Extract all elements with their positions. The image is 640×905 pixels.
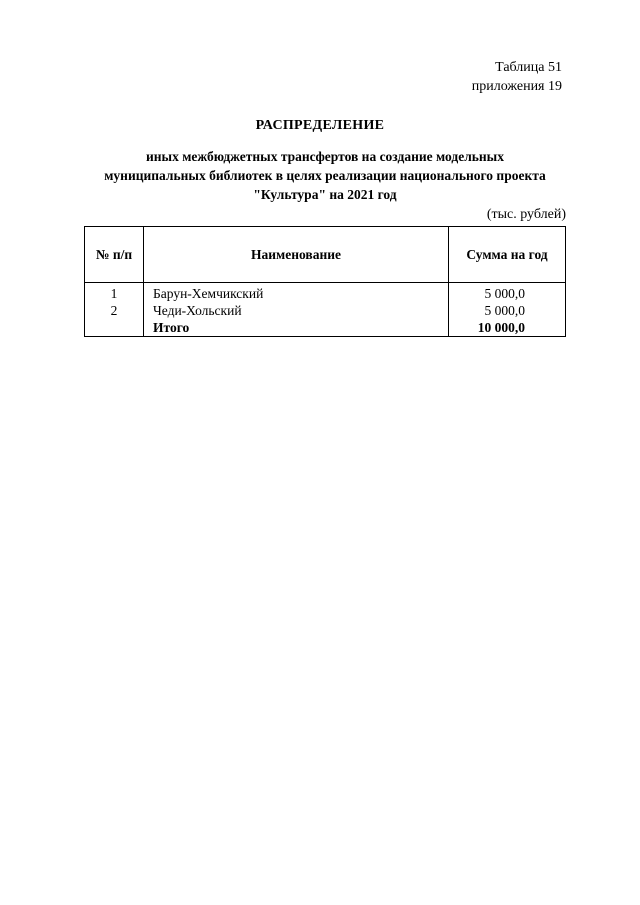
table-header-row — [85, 227, 566, 283]
table-row — [85, 302, 566, 319]
total-sum: 10 000,0 — [449, 319, 566, 337]
row-sum: 5 000,0 — [449, 302, 566, 319]
column-header-number: № п/п — [85, 227, 144, 283]
column-header-name: Наименование — [144, 227, 449, 283]
table-row — [85, 283, 566, 303]
row-name: Барун-Хемчикский — [144, 283, 449, 303]
column-header-sum: Сумма на год — [449, 227, 566, 283]
row-number: 2 — [85, 302, 144, 319]
document-subtitle — [60, 147, 590, 204]
subtitle-line-3: "Культура" на 2021 год — [253, 187, 397, 202]
table-reference: Таблица 51 — [495, 60, 562, 75]
units-label: (тыс. рублей) — [486, 207, 566, 222]
total-row — [85, 319, 566, 337]
row-number: 1 — [85, 283, 144, 303]
appendix-reference: приложения 19 — [471, 79, 562, 94]
document-title: РАСПРЕДЕЛЕНИЕ — [255, 118, 385, 133]
row-sum: 5 000,0 — [449, 283, 566, 303]
document-header — [472, 58, 562, 96]
total-number — [85, 319, 144, 337]
total-label: Итого — [144, 319, 449, 337]
subtitle-line-1: иных межбюджетных трансфертов на создание модельных — [146, 149, 504, 164]
row-name: Чеди-Хольский — [144, 302, 449, 319]
allocation-table — [84, 226, 566, 337]
subtitle-line-2: муниципальных библиотек в целях реализации национального проекта — [104, 168, 546, 183]
